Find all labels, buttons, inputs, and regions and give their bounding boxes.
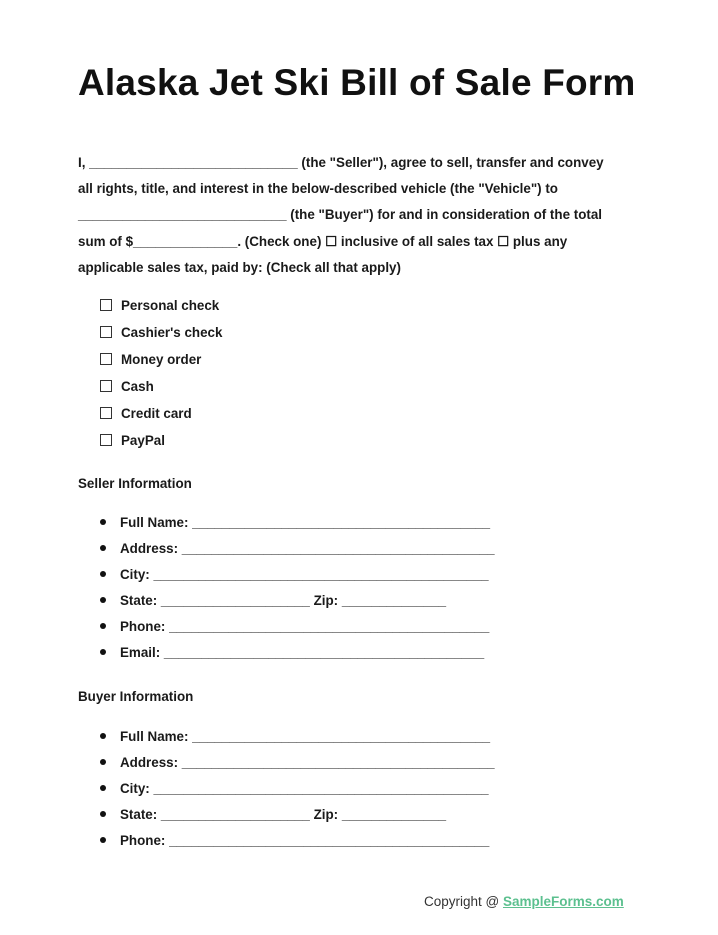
page-title: Alaska Jet Ski Bill of Sale Form xyxy=(78,62,636,103)
buyer-field[interactable] xyxy=(100,727,495,753)
payment-option[interactable] xyxy=(100,296,222,323)
payment-option[interactable] xyxy=(100,404,222,431)
buyer-field[interactable] xyxy=(100,753,495,779)
payment-option[interactable] xyxy=(100,323,222,350)
payment-label: Personal check xyxy=(121,298,220,313)
payment-label: Cash xyxy=(121,379,154,394)
paragraph-line: ____________________________ (the "Buyer") for and in consideration of the total xyxy=(78,207,603,223)
field-text: Email: ___________________________________________ xyxy=(120,645,485,660)
bullet-icon xyxy=(100,733,106,739)
bullet-icon xyxy=(100,837,106,843)
payment-option[interactable] xyxy=(100,350,222,377)
bullet-icon xyxy=(100,811,106,817)
buyer-field[interactable] xyxy=(100,779,495,805)
seller-heading: Seller Information xyxy=(78,476,192,491)
bullet-icon xyxy=(100,759,106,765)
buyer-heading: Buyer Information xyxy=(78,689,194,704)
field-text: Phone: ___________________________________________ xyxy=(120,619,490,634)
seller-field[interactable] xyxy=(100,565,495,591)
bullet-icon xyxy=(100,649,106,655)
copyright-text: Copyright @ xyxy=(424,894,503,909)
field-text: Address: __________________________________________ xyxy=(120,541,495,556)
seller-field[interactable] xyxy=(100,617,495,643)
seller-field[interactable] xyxy=(100,539,495,565)
field-text: City: _____________________________________________ xyxy=(120,567,489,582)
paragraph-line: I, ____________________________ (the "Seller"), agree to sell, transfer and convey xyxy=(78,155,604,170)
field-text: Full Name: ________________________________________ xyxy=(120,515,491,530)
payment-option[interactable] xyxy=(100,431,222,458)
seller-fields xyxy=(100,513,495,669)
checkbox-icon[interactable] xyxy=(100,326,112,338)
checkbox-icon[interactable] xyxy=(100,380,112,392)
checkbox-icon[interactable] xyxy=(100,299,112,311)
sampleforms-link[interactable]: SampleForms.com xyxy=(502,894,624,909)
buyer-field[interactable] xyxy=(100,831,495,857)
field-text: Full Name: ________________________________________ xyxy=(120,729,491,744)
bullet-icon xyxy=(100,785,106,791)
seller-field[interactable] xyxy=(100,513,495,539)
bullet-icon xyxy=(100,623,106,629)
buyer-fields xyxy=(100,727,495,857)
paragraph-line: sum of $______________. (Check one) ☐ inclusive of all sales tax ☐ plus any xyxy=(78,233,568,249)
checkbox-icon[interactable] xyxy=(100,353,112,365)
payment-label: Money order xyxy=(121,352,202,367)
payment-method-list xyxy=(100,296,222,458)
paragraph-line: applicable sales tax, paid by: (Check all that apply) xyxy=(78,259,401,275)
copyright-footer xyxy=(424,894,624,909)
bullet-icon xyxy=(100,519,106,525)
checkbox-icon[interactable] xyxy=(100,434,112,446)
buyer-field[interactable] xyxy=(100,805,495,831)
payment-label: Credit card xyxy=(121,406,192,421)
seller-field[interactable] xyxy=(100,643,495,669)
bullet-icon xyxy=(100,571,106,577)
field-text: State: ____________________ Zip: ______________ xyxy=(120,807,447,822)
bullet-icon xyxy=(100,597,106,603)
payment-option[interactable] xyxy=(100,377,222,404)
agreement-paragraph xyxy=(78,150,604,281)
field-text: Address: __________________________________________ xyxy=(120,755,495,770)
seller-field[interactable] xyxy=(100,591,495,617)
field-text: City: _____________________________________________ xyxy=(120,781,489,796)
bullet-icon xyxy=(100,545,106,551)
field-text: State: ____________________ Zip: ______________ xyxy=(120,593,447,608)
field-text: Phone: ___________________________________________ xyxy=(120,833,490,848)
paragraph-line: all rights, title, and interest in the below-described vehicle (the "Vehicle") to xyxy=(78,181,558,197)
payment-label: PayPal xyxy=(121,433,165,448)
checkbox-icon[interactable] xyxy=(100,407,112,419)
payment-label: Cashier's check xyxy=(121,325,223,340)
